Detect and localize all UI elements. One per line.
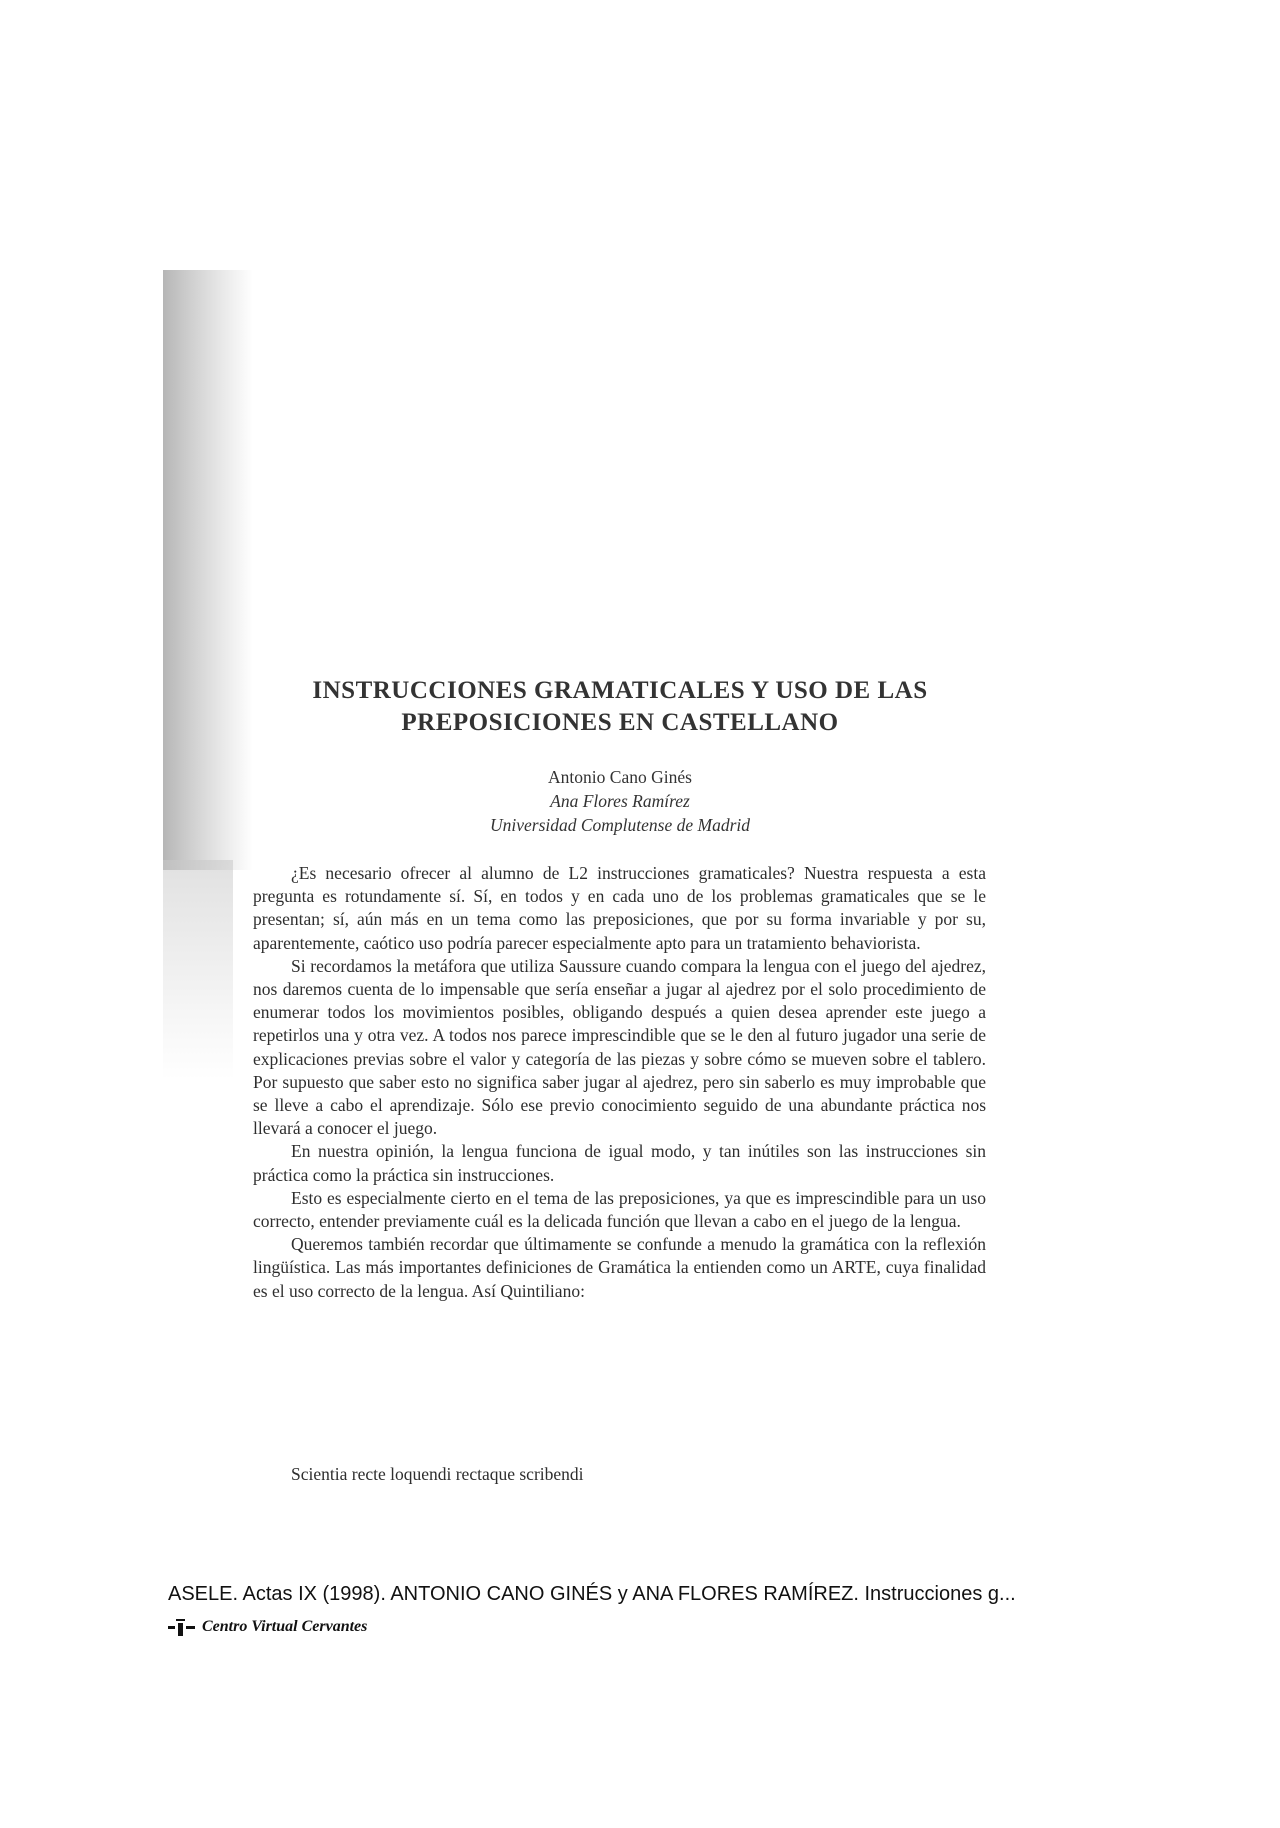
title-line-2: PREPOSICIONES EN CASTELLANO bbox=[401, 709, 839, 736]
author-block bbox=[380, 765, 860, 837]
author-2: Ana Flores Ramírez bbox=[550, 791, 690, 811]
paragraph-4: Esto es especialmente cierto en el tema de las preposiciones, ya que es imprescindible para un uso correcto, entender previamente cuál es la delicada función que llevan a cabo en el juego de la lengua. bbox=[253, 1187, 986, 1232]
paragraph-5: Queremos también recordar que últimamente se confunde a menudo la gramática con la reflexión lingüística. Las más importantes definiciones de Gramática la entienden como un ARTE, cuya finalidad es el uso correcto de la lengua. Así Quintiliano: bbox=[253, 1234, 986, 1301]
affiliation: Universidad Complutense de Madrid bbox=[489, 815, 751, 835]
scan-shadow-fade bbox=[163, 860, 233, 1080]
latin-quote: Scientia recte loquendi rectaque scribendi bbox=[291, 1464, 584, 1484]
scan-shadow bbox=[163, 270, 253, 870]
paragraph-3: En nuestra opinión, la lengua funciona de igual modo, y tan inútiles son las instrucciones sin práctica como la práctica sin instrucciones. bbox=[253, 1141, 986, 1185]
logo-text: Centro Virtual Cervantes bbox=[202, 1618, 368, 1635]
article-title bbox=[200, 675, 1040, 739]
footer-logo[interactable] bbox=[168, 1618, 367, 1636]
paragraph-1: ¿Es necesario ofrecer al alumno de L2 instrucciones gramaticales? Nuestra respuesta a esta pregunta es rotundamente sí. Sí, en todos y en cada uno de los problemas gramaticales que se le presentan; sí, aún más en un tema como las preposiciones, que por su forma invariable y por su, aparentemente, caótico uso podría parecer especialmente apto para un tratamiento behaviorista. bbox=[253, 863, 986, 953]
title-line-1: INSTRUCCIONES GRAMATICALES Y USO DE LAS bbox=[312, 677, 928, 704]
article-body bbox=[253, 862, 986, 1303]
paragraph-2: Si recordamos la metáfora que utiliza Saussure cuando compara la lengua con el juego del ajedrez, nos daremos cuenta de lo impensable que sería enseñar a jugar al ajedrez por el solo procedimiento de enumerar todos los movimientos posibles, obligando después a quien desea aprender este juego a repetirlos una y otra vez. A todos nos parece imprescindible que se le den al futuro jugador una serie de explicaciones previas sobre el valor y categoría de las piezas y sobre cómo se mueven sobre el tablero. Por supuesto que saber esto no significa saber jugar al ajedrez, pero sin saberlo es muy improbable que se lleve a cabo el aprendizaje. Sólo ese previo conocimiento seguido de una abundante práctica nos llevará a conocer el juego. bbox=[253, 955, 986, 1139]
author-1: Antonio Cano Ginés bbox=[548, 767, 692, 787]
cervantes-logo-icon bbox=[168, 1618, 196, 1636]
footer-citation: ASELE. Actas IX (1998). ANTONIO CANO GINÉS y ANA FLORES RAMÍREZ. Instrucciones g... bbox=[168, 1583, 1016, 1605]
